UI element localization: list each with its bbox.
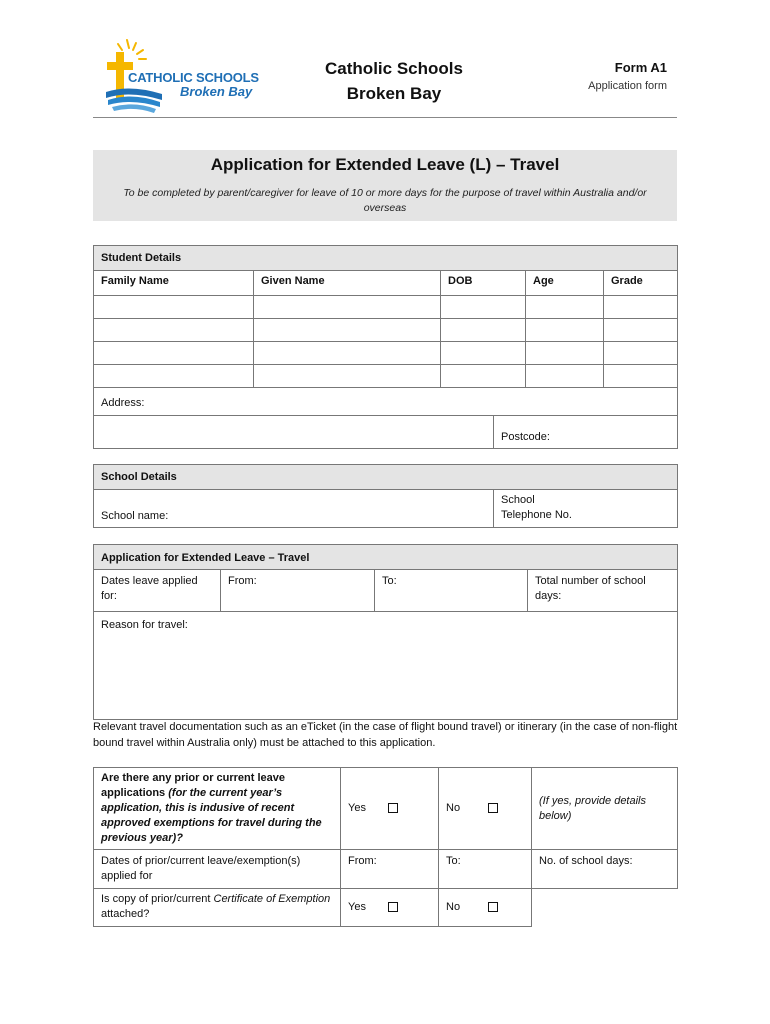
family-name-input[interactable] xyxy=(94,319,254,342)
prior-yes-checkbox[interactable] xyxy=(388,803,398,813)
leave-to-label: To: xyxy=(382,575,397,587)
page-title: Application for Extended Leave (L) – Travel xyxy=(210,155,560,174)
organisation-name xyxy=(305,56,483,106)
extended-leave-heading: Application for Extended Leave – Travel xyxy=(94,545,678,570)
copy-label-1: Is copy of prior/current xyxy=(101,893,211,905)
logo-text-broken-bay: Broken Bay xyxy=(180,84,253,99)
col-age: Age xyxy=(526,271,604,296)
title-banner xyxy=(93,150,677,221)
school-telephone-field[interactable] xyxy=(494,490,678,528)
school-details-heading: School Details xyxy=(94,465,678,490)
copy-no-label: No xyxy=(446,901,461,913)
prior-yes-option[interactable] xyxy=(341,768,439,850)
leave-to-field[interactable] xyxy=(375,570,528,612)
address-table xyxy=(93,387,678,449)
age-input[interactable] xyxy=(526,342,604,365)
address-label: Address: xyxy=(94,388,678,416)
student-details-heading: Student Details xyxy=(94,246,678,271)
form-number: Form A1 xyxy=(614,60,667,75)
copy-yes-option[interactable] xyxy=(341,889,439,927)
prior-no-checkbox[interactable] xyxy=(488,803,498,813)
prior-to-field[interactable] xyxy=(439,850,532,889)
copy-no-option[interactable] xyxy=(439,889,532,927)
copy-label-italic: Certificate of Exemption xyxy=(213,893,331,905)
prior-no-label: No xyxy=(446,802,461,814)
logo-text-catholic-schools: CATHOLIC SCHOOLS xyxy=(128,70,259,85)
reason-for-travel-field[interactable] xyxy=(94,612,678,720)
prior-days-field[interactable] xyxy=(532,850,678,889)
school-name-field[interactable] xyxy=(94,490,494,528)
prior-question-bold: Are there any prior or current leave applications xyxy=(101,772,286,799)
table-row xyxy=(94,296,678,319)
extended-leave-table xyxy=(93,544,678,720)
grade-input[interactable] xyxy=(604,296,678,319)
dob-input[interactable] xyxy=(441,296,526,319)
table-row xyxy=(94,342,678,365)
prior-from-label: From: xyxy=(348,855,377,867)
prior-no-option[interactable] xyxy=(439,768,532,850)
if-yes-note: (If yes, provide details below) xyxy=(532,768,678,850)
leave-from-field[interactable] xyxy=(221,570,375,612)
school-details-table xyxy=(93,464,678,528)
family-name-input[interactable] xyxy=(94,365,254,388)
org-line-1: Catholic Schools xyxy=(325,59,463,78)
prior-dates-label: Dates of prior/current leave/exemption(s) applied for xyxy=(94,850,341,889)
table-row xyxy=(94,319,678,342)
age-input[interactable] xyxy=(526,319,604,342)
prior-applications-table xyxy=(93,767,678,927)
grade-input[interactable] xyxy=(604,319,678,342)
col-dob: DOB xyxy=(441,271,526,296)
copy-no-checkbox[interactable] xyxy=(488,902,498,912)
postcode-label: Postcode: xyxy=(501,431,550,443)
prior-yes-label: Yes xyxy=(348,802,366,814)
copy-yes-label: Yes xyxy=(348,901,366,913)
family-name-input[interactable] xyxy=(94,342,254,365)
catholic-schools-logo xyxy=(100,38,275,116)
reason-label: Reason for travel: xyxy=(101,619,188,631)
grade-input[interactable] xyxy=(604,365,678,388)
copy-label-2: attached? xyxy=(101,908,150,920)
documentation-note: Relevant travel documentation such as an eTicket (in the case of flight bound travel) or itinerary (in the case of non-flight bound travel within Australia only) must be attached to this application. xyxy=(93,721,678,749)
given-name-input[interactable] xyxy=(254,365,441,388)
student-details-table xyxy=(93,245,678,388)
school-phone-label-1: School xyxy=(501,494,535,506)
grade-input[interactable] xyxy=(604,342,678,365)
prior-to-label: To: xyxy=(446,855,461,867)
prior-question-italic: (for the current year’s application, this is indusive of recent approved exemptions for travel during the previous year)? xyxy=(101,787,322,844)
copy-empty-cell xyxy=(532,889,678,927)
table-row xyxy=(94,365,678,388)
org-line-2: Broken Bay xyxy=(346,84,442,103)
col-given-name: Given Name xyxy=(254,271,441,296)
prior-from-field[interactable] xyxy=(341,850,439,889)
prior-applications-question xyxy=(94,768,341,850)
postcode-field[interactable] xyxy=(494,416,678,449)
school-phone-label-2: Telephone No. xyxy=(501,509,572,521)
header-divider xyxy=(93,117,677,118)
dates-leave-label: Dates leave applied for: xyxy=(94,570,221,612)
school-name-label: School name: xyxy=(101,510,169,522)
prior-days-label: No. of school days: xyxy=(539,855,633,867)
page-subtitle: To be completed by parent/caregiver for leave of 10 or more days for the purpose of travel within Australia and/or overseas xyxy=(123,187,647,214)
certificate-copy-question xyxy=(94,889,341,927)
dob-input[interactable] xyxy=(441,365,526,388)
age-input[interactable] xyxy=(526,365,604,388)
form-subtitle: Application form xyxy=(588,80,667,92)
age-input[interactable] xyxy=(526,296,604,319)
given-name-input[interactable] xyxy=(254,296,441,319)
dob-input[interactable] xyxy=(441,319,526,342)
col-family-name: Family Name xyxy=(94,271,254,296)
leave-from-label: From: xyxy=(228,575,257,587)
address-input[interactable] xyxy=(94,416,494,449)
total-days-field[interactable] xyxy=(528,570,678,612)
family-name-input[interactable] xyxy=(94,296,254,319)
dob-input[interactable] xyxy=(441,342,526,365)
col-grade: Grade xyxy=(604,271,678,296)
given-name-input[interactable] xyxy=(254,342,441,365)
copy-yes-checkbox[interactable] xyxy=(388,902,398,912)
given-name-input[interactable] xyxy=(254,319,441,342)
total-days-label: Total number of school days: xyxy=(535,575,646,602)
